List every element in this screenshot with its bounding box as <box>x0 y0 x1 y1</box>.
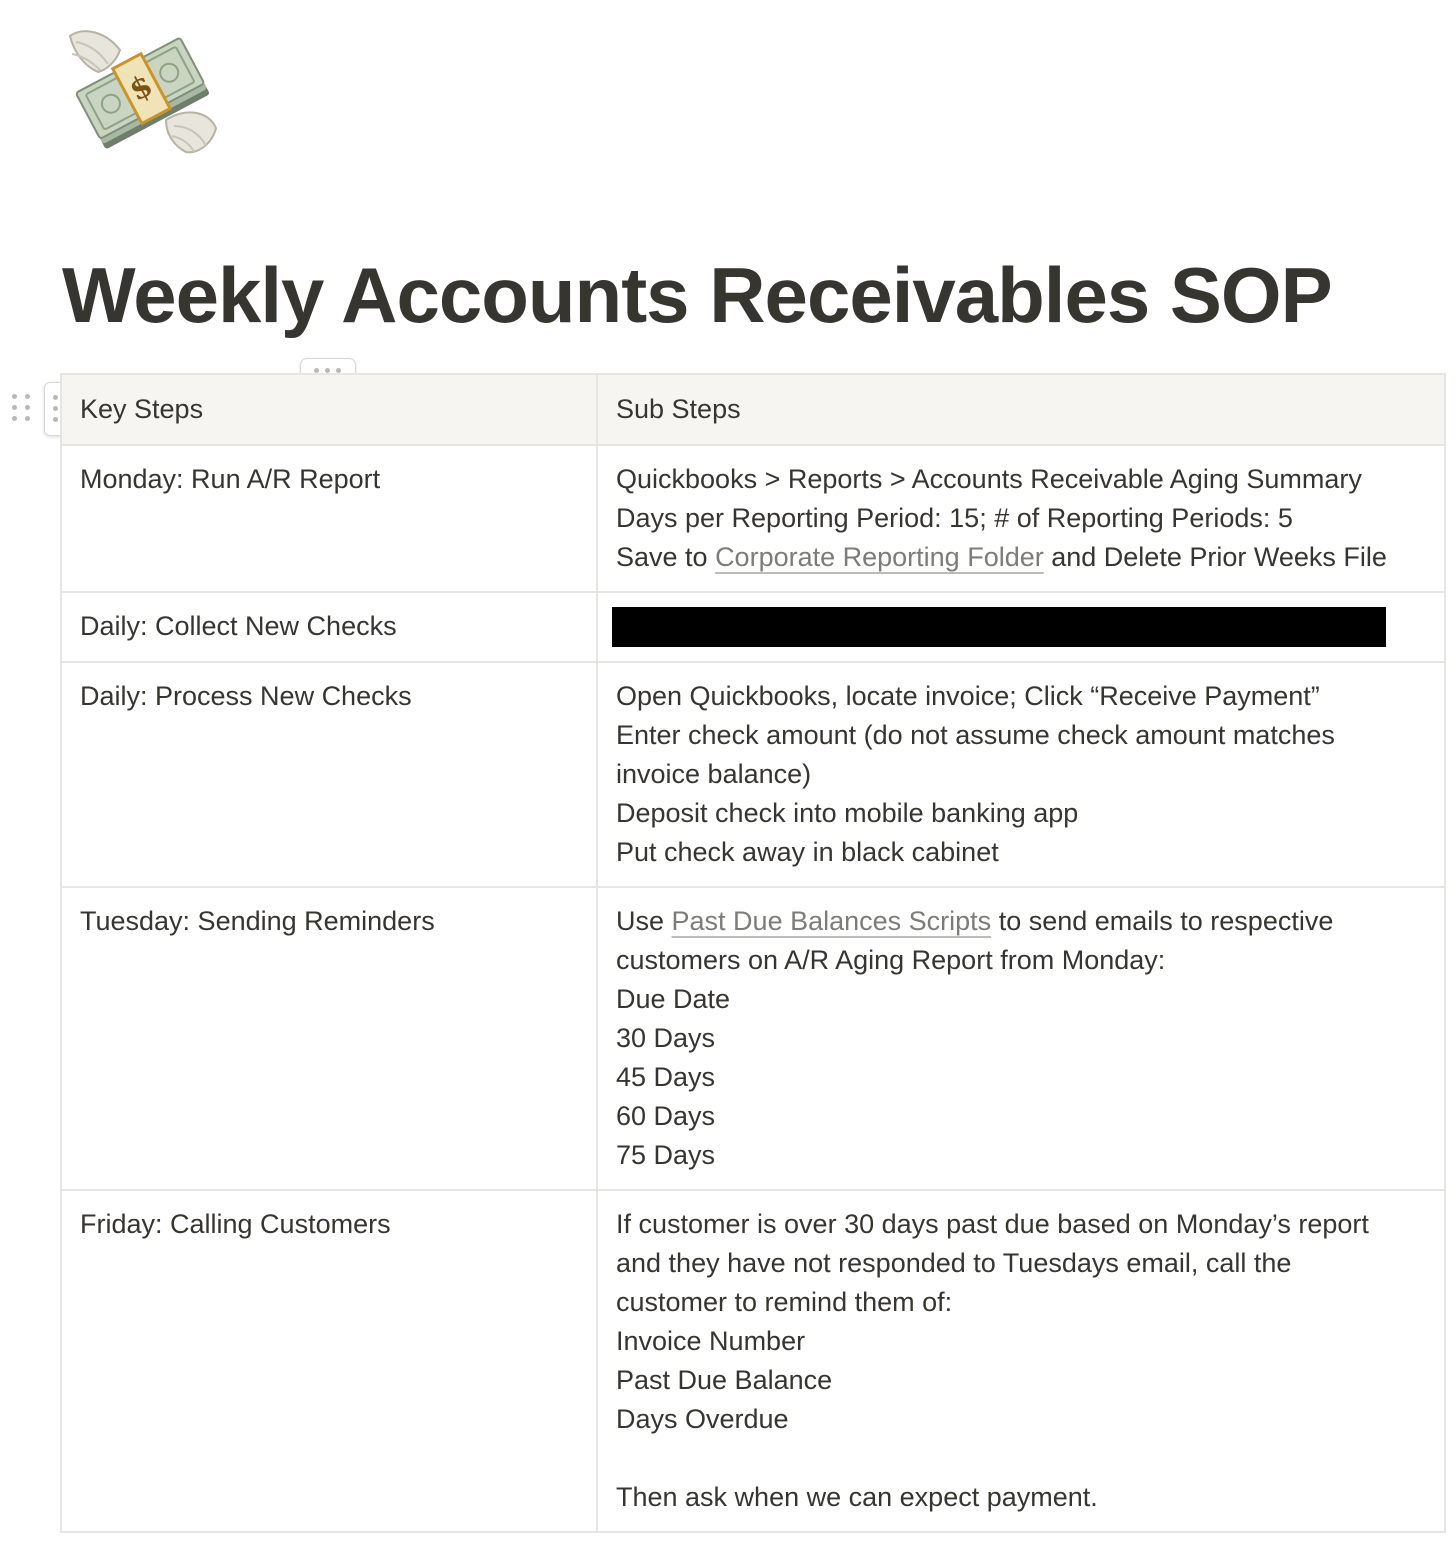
sub-step-line <box>616 902 1426 941</box>
right-wing-shape <box>166 112 216 152</box>
sub-step-line <box>616 980 1426 1019</box>
sub-step-text: If customer is over 30 days past due based on Monday’s report <box>616 1209 1369 1239</box>
sub-step-text: Deposit check into mobile banking app <box>616 798 1079 828</box>
sub-step-line <box>616 1058 1426 1097</box>
sub-step-line <box>616 941 1426 980</box>
sub-step-text: 60 Days <box>616 1101 716 1131</box>
sub-step-text: Enter check amount (do not assume check amount matches <box>616 720 1335 750</box>
sub-step-line <box>616 1400 1426 1439</box>
sub-step-line <box>616 499 1426 538</box>
sub-step-text: Put check away in black cabinet <box>616 837 999 867</box>
sub-steps-cell[interactable] <box>597 887 1445 1190</box>
left-wing-shape <box>70 31 120 72</box>
table-row <box>61 1190 1445 1532</box>
sub-step-line <box>616 1244 1426 1283</box>
page-title[interactable]: Weekly Accounts Receivables SOP <box>62 251 1332 339</box>
sub-step-text: to send emails to respective <box>991 906 1334 936</box>
sub-step-text: Past Due Balance <box>616 1365 833 1395</box>
sub-step-text: Use <box>616 906 672 936</box>
sub-step-line <box>616 755 1426 794</box>
table-row <box>61 662 1445 887</box>
page-link[interactable]: Corporate Reporting Folder <box>715 542 1044 572</box>
sub-steps-cell[interactable] <box>597 662 1445 887</box>
sub-step-text: 30 Days <box>616 1023 716 1053</box>
sub-step-line <box>616 460 1426 499</box>
table-row <box>61 445 1445 592</box>
svg-text:$: $ <box>123 67 159 109</box>
sub-step-text: Open Quickbooks, locate invoice; Click “Receive Payment” <box>616 681 1320 711</box>
sub-step-text: invoice balance) <box>616 759 812 789</box>
key-step-cell[interactable]: Daily: Collect New Checks <box>61 592 597 662</box>
drag-handle-icon[interactable] <box>8 390 36 426</box>
sub-step-line <box>616 1439 1426 1478</box>
sub-step-text: and Delete Prior Weeks File <box>1043 542 1387 572</box>
sub-step-line <box>616 716 1426 755</box>
sub-step-line <box>616 794 1426 833</box>
sub-step-text: customer to remind them of: <box>616 1287 953 1317</box>
sub-step-line <box>616 538 1426 577</box>
sub-step-text: 45 Days <box>616 1062 716 1092</box>
sub-step-text: Due Date <box>616 984 731 1014</box>
sub-step-line <box>616 1136 1426 1175</box>
key-step-cell[interactable]: Tuesday: Sending Reminders <box>61 887 597 1190</box>
money-with-wings-icon[interactable] <box>62 22 222 162</box>
sub-step-text: Then ask when we can expect payment. <box>616 1482 1098 1512</box>
sub-step-text: customers on A/R Aging Report from Monday: <box>616 945 1166 975</box>
sub-step-text: Invoice Number <box>616 1326 806 1356</box>
sub-step-text: 75 Days <box>616 1140 716 1170</box>
sub-steps-cell[interactable] <box>597 445 1445 592</box>
sub-step-line <box>616 1019 1426 1058</box>
table-row <box>61 592 1445 662</box>
key-step-cell[interactable]: Daily: Process New Checks <box>61 662 597 887</box>
table-row <box>61 887 1445 1190</box>
sub-step-text: and they have not responded to Tuesdays email, call the <box>616 1248 1292 1278</box>
sub-step-line <box>616 1361 1426 1400</box>
sub-step-line <box>616 1205 1426 1244</box>
sub-step-text: Save to <box>616 542 716 572</box>
sub-step-line <box>616 1478 1426 1517</box>
page-link[interactable]: Past Due Balances Scripts <box>671 906 992 936</box>
sub-step-text: Days Overdue <box>616 1404 789 1434</box>
sub-step-line <box>616 677 1426 716</box>
sub-step-text: Days per Reporting Period: 15; # of Reporting Periods: 5 <box>616 503 1293 533</box>
sub-step-line <box>616 1097 1426 1136</box>
sub-step-text: Quickbooks > Reports > Accounts Receivable Aging Summary <box>616 464 1362 494</box>
sop-table <box>60 373 1446 1533</box>
sub-step-line <box>616 1283 1426 1322</box>
redacted-block <box>612 607 1386 647</box>
sub-steps-cell[interactable] <box>597 1190 1445 1532</box>
key-step-cell[interactable]: Friday: Calling Customers <box>61 1190 597 1532</box>
sub-steps-cell[interactable] <box>597 592 1445 662</box>
sub-step-line <box>616 833 1426 872</box>
sub-step-line <box>616 1322 1426 1361</box>
header-key-steps[interactable]: Key Steps <box>61 374 597 445</box>
table-header-row <box>61 374 1445 445</box>
key-step-cell[interactable]: Monday: Run A/R Report <box>61 445 597 592</box>
header-sub-steps[interactable]: Sub Steps <box>597 374 1445 445</box>
